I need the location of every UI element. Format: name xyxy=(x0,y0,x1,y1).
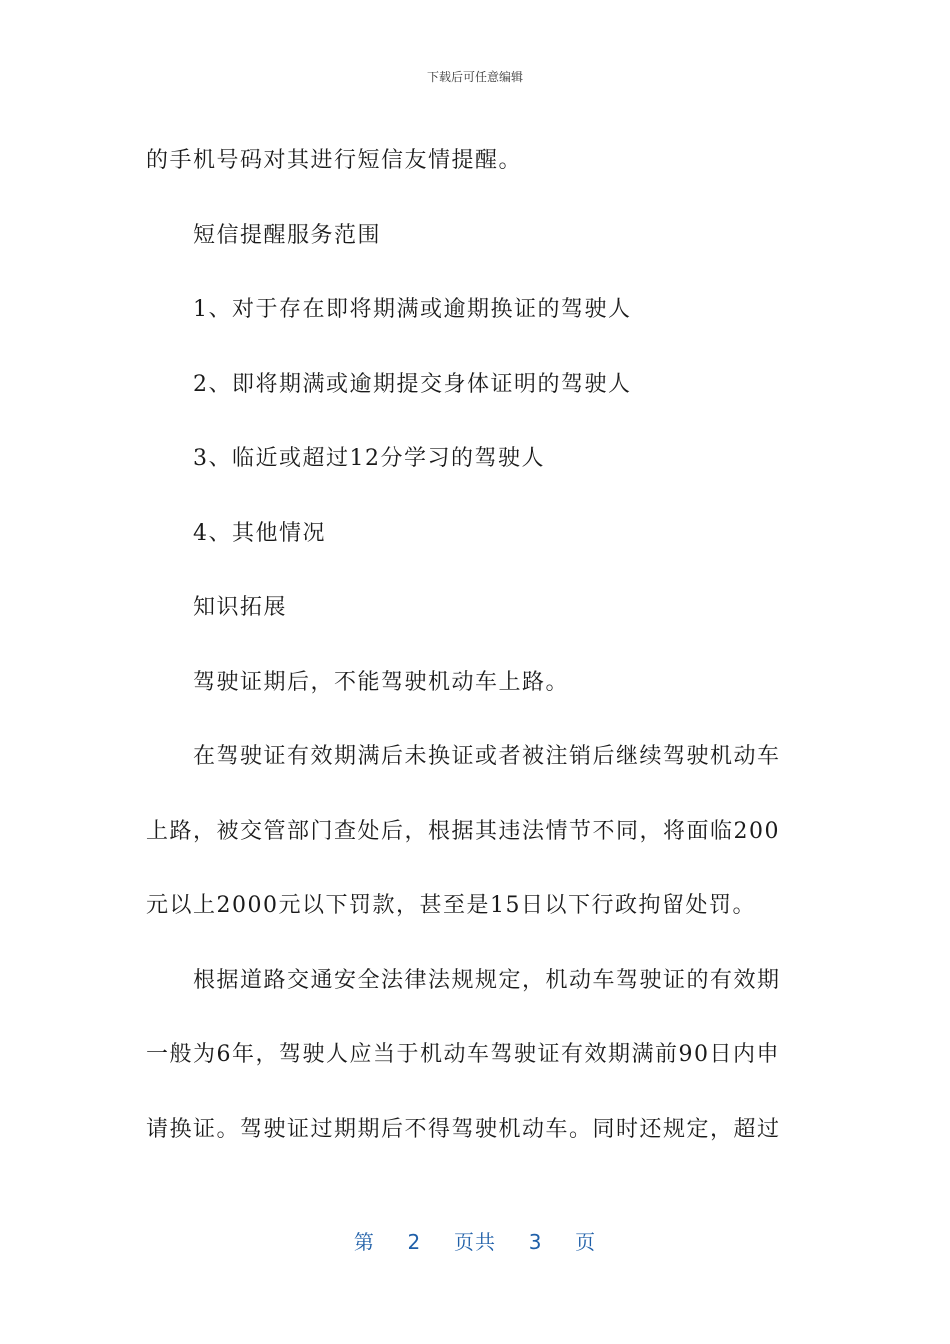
list-item: 3、临近或超过12分学习的驾驶人 xyxy=(193,446,545,471)
footer-suffix: 页 xyxy=(575,1230,597,1254)
page-footer xyxy=(0,1226,950,1255)
header-note: 下载后可任意编辑 xyxy=(426,70,523,84)
paragraph: 根据道路交通安全法律法规规定，机动车驾驶证的有效期一般为6年，驾驶人应当于机动车驾驶证有效期满前90日内申请换证。驾驶证过期期后不得驾驶机动车。同时还规定，超过 xyxy=(146,967,781,1142)
list-item: 1、对于存在即将期满或逾期换证的驾驶人 xyxy=(193,297,632,322)
total-pages-number: 3 xyxy=(528,1230,543,1254)
footer-middle: 页共 xyxy=(454,1230,496,1254)
paragraph: 的手机号码对其进行短信友情提醒。 xyxy=(146,148,523,173)
section-heading: 知识拓展 xyxy=(193,595,288,620)
document-body xyxy=(146,124,802,1167)
list-item: 2、即将期满或逾期提交身体证明的驾驶人 xyxy=(193,371,632,397)
section-heading: 短信提醒服务范围 xyxy=(193,222,382,248)
footer-prefix: 第 xyxy=(353,1230,375,1254)
paragraph: 在驾驶证有效期满后未换证或者被注销后继续驾驶机动车上路，被交管部门查处后，根据其违法情节不同，将面临200元以上2000元以下罚款，甚至是15日以下行政拘留处罚。 xyxy=(146,744,781,918)
paragraph: 驾驶证期后，不能驾驶机动车上路。 xyxy=(193,669,570,695)
list-item: 4、其他情况 xyxy=(193,520,326,546)
current-page-number: 2 xyxy=(407,1230,422,1254)
